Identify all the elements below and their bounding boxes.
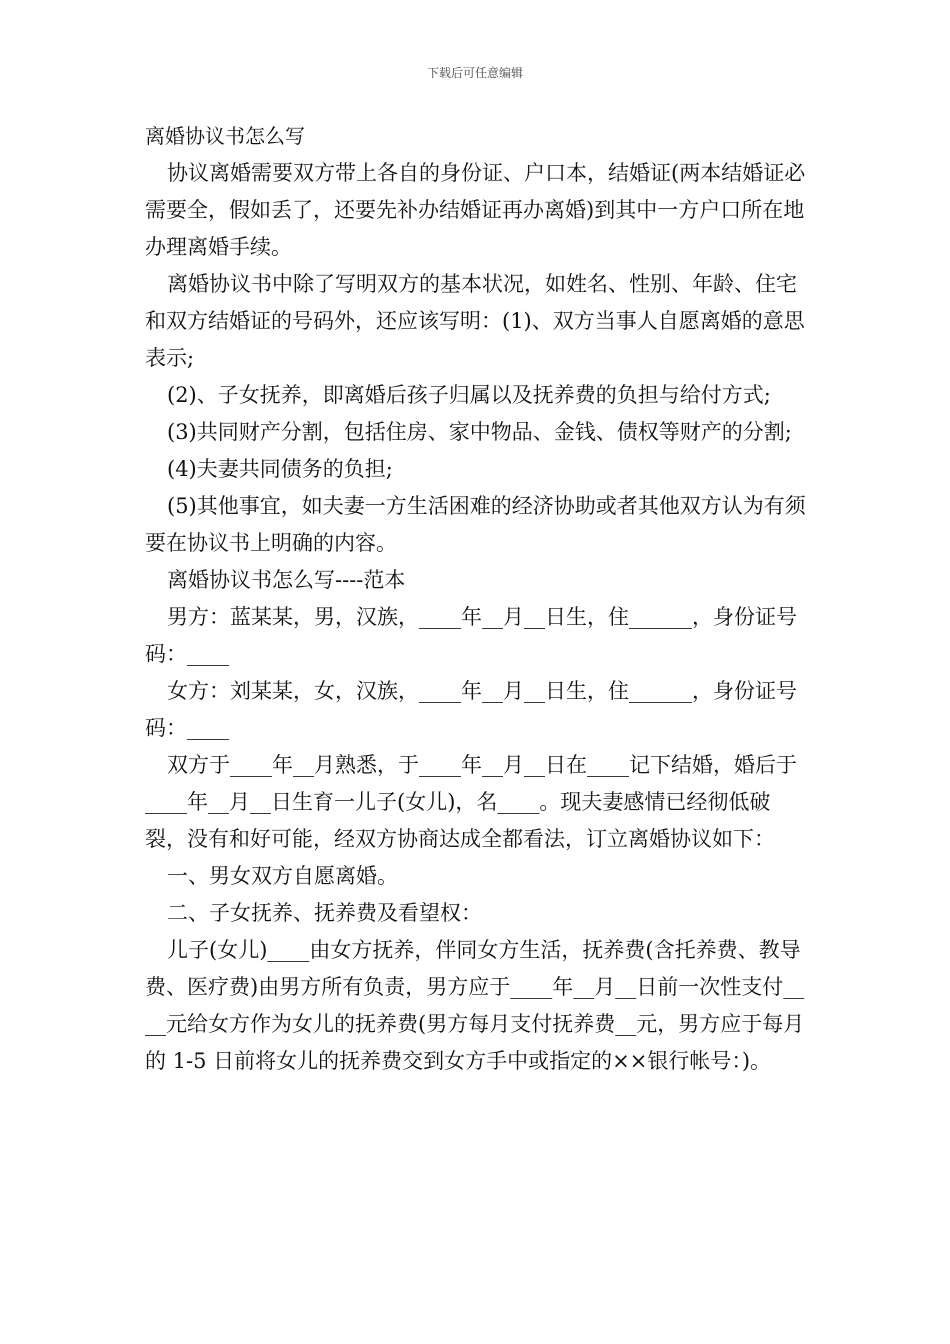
female-party-info: 女方：刘某某，女，汉族，____年__月__日生，住______，身份证号码：____ [145,679,797,740]
sample-heading: 离婚协议书怎么写----范本 [167,568,406,592]
paragraph-3: (2)、子女抚养，即离婚后孩子归属以及抚养费的负担与给付方式; [167,383,771,407]
clause-2-body: 儿子(女儿)____由女方抚养，伴同女方生活，抚养费(含托养费、教导费、医疗费)由男方所有负责，男方应于____年__月__日前一次性支付____元给女方作为女儿的抚养费(男方每月支付抚养费__元，男方应于每月的 1-5 日前将女儿的抚养费交到女方手中或指定的××银行帐号：)。 [145,938,805,1073]
paragraph-1: 协议离婚需要双方带上各自的身份证、户口本，结婚证(两本结婚证必需要全，假如丢了，还要先补办结婚证再办离婚)到其中一方户口所在地办理离婚手续。 [145,161,806,259]
clause-1: 一、男女双方自愿离婚。 [167,864,398,888]
paragraph-5: (4)夫妻共同债务的负担; [167,457,393,481]
paragraph-4: (3)共同财产分割，包括住房、家中物品、金钱、债权等财产的分割; [167,420,792,444]
paragraph-6: (5)其他事宜，如夫妻一方生活困难的经济协助或者其他双方认为有须要在协议书上明确的内容。 [145,494,806,555]
document-title: 离婚协议书怎么写 [145,124,305,148]
document-body [145,118,807,1080]
marriage-background: 双方于____年__月熟悉，于____年__月__日在____记下结婚，婚后于____年__月__日生育一儿子(女儿)，名____。现夫妻感情已经彻低破裂，没有和好可能，经双方协商达成全都看法，订立离婚协议如下： [145,753,797,851]
paragraph-2: 离婚协议书中除了写明双方的基本状况，如姓名、性别、年龄、住宅和双方结婚证的号码外，还应该写明：(1)、双方当事人自愿离婚的意思表示; [145,272,805,370]
clause-2-heading: 二、子女抚养、抚养费及看望权： [167,901,482,925]
male-party-info: 男方：蓝某某，男，汉族，____年__月__日生，住______，身份证号码：____ [145,605,797,666]
page-header: 下载后可任意编辑 [426,66,523,80]
